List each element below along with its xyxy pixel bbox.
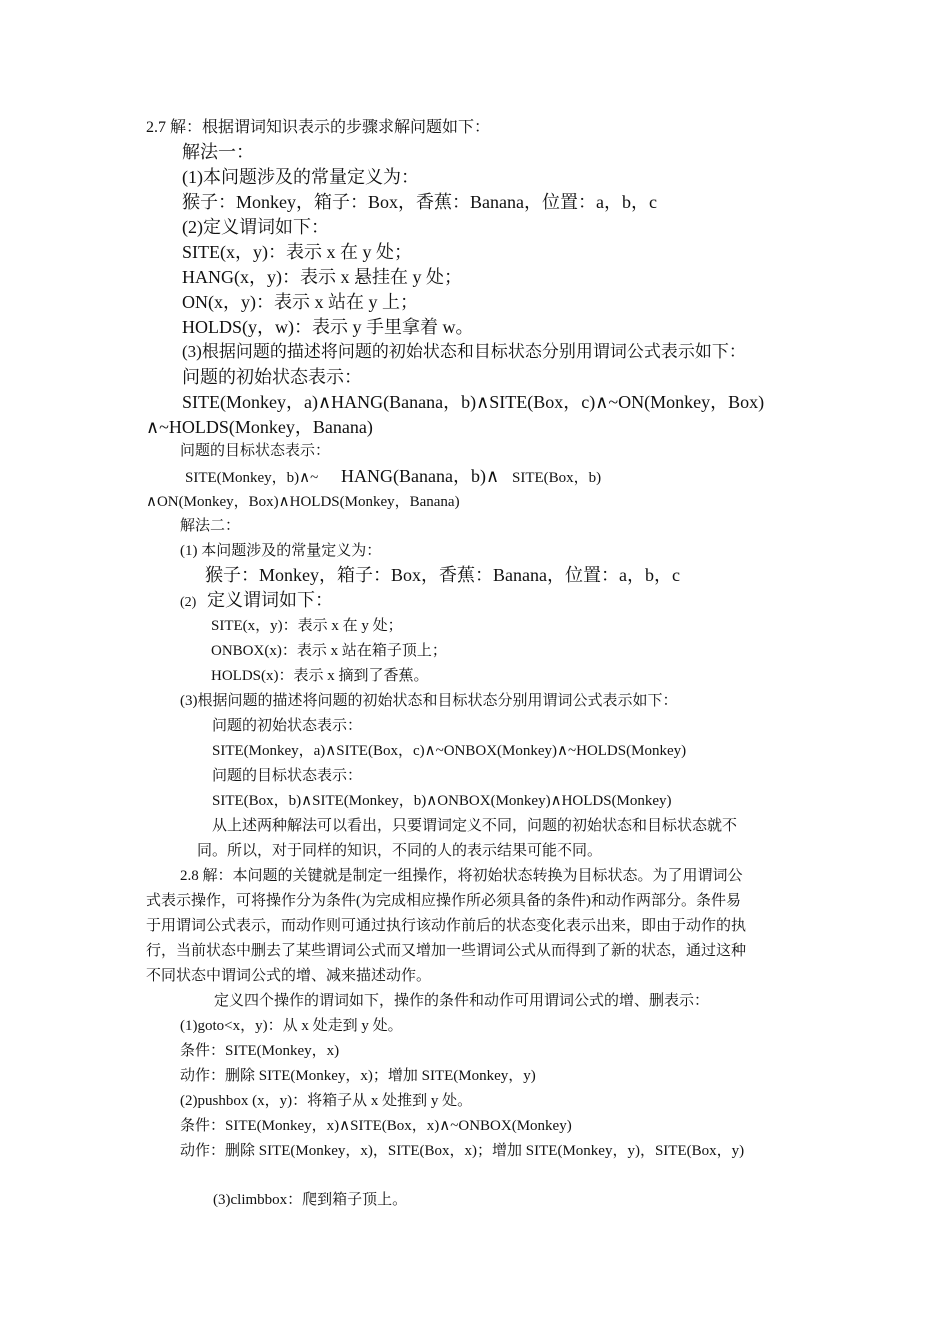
- method-one-heading: 解法一：: [182, 142, 254, 162]
- formula-line: SITE(Monkey，a)∧HANG(Banana，b)∧SITE(Box，c)∧~ON(Monkey，Box): [182, 392, 765, 412]
- text-line: 定义四个操作的谓词如下，操作的条件和动作可用谓词公式的增、删表示：: [214, 993, 710, 1009]
- section-heading-2-7: 2.7 解：根据谓词知识表示的步骤求解问题如下：: [146, 119, 491, 136]
- method-two-heading: 解法二：: [180, 518, 241, 534]
- text-line: 于用谓词公式表示，而动作则可通过执行该动作前后的状态变化表示出来，即由于动作的执: [146, 918, 747, 934]
- text-line: (1)goto<x，y)：从 x 处走到 y 处。: [180, 1018, 403, 1034]
- text-line: SITE(x，y)：表示 x 在 y 处；: [182, 242, 412, 262]
- text-line: 问题的目标状态表示：: [180, 443, 331, 459]
- text-line: 定义谓词如下：: [207, 590, 333, 610]
- text-line: HOLDS(x)：表示 x 摘到了香蕉。: [211, 668, 429, 684]
- text-line: 不同状态中谓词公式的增、减来描述动作。: [146, 968, 432, 984]
- text-line: 问题的初始状态表示：: [212, 718, 363, 734]
- text-line: 动作：删除 SITE(Monkey，x)，SITE(Box，x)；增加 SITE(Monkey，y)，SITE(Box，y): [180, 1143, 745, 1159]
- formula-line: ∧ON(Monkey，Box)∧HOLDS(Monkey，Banana): [146, 494, 460, 510]
- text-line: 从上述两种解法可以看出，只要谓词定义不同，问题的初始状态和目标状态就不: [212, 818, 738, 834]
- text-line: HOLDS(y，w)：表示 y 手里拿着 w。: [182, 317, 474, 337]
- text-line: (3)climbbox：爬到箱子顶上。: [213, 1192, 408, 1208]
- text-line: 同。所以，对于同样的知识，不同的人的表示结果可能不同。: [197, 843, 603, 859]
- text-line: 问题的初始状态表示：: [182, 367, 362, 387]
- formula-line: HANG(Banana，b)∧: [341, 466, 500, 486]
- text-line: (3)根据问题的描述将问题的初始状态和目标状态分别用谓词公式表示如下：: [180, 693, 678, 709]
- text-line: (1) 本问题涉及的常量定义为：: [180, 543, 382, 559]
- text-line: 条件：SITE(Monkey，x)∧SITE(Box，x)∧~ONBOX(Monkey): [180, 1118, 572, 1134]
- formula-line: SITE(Monkey，a)∧SITE(Box，c)∧~ONBOX(Monkey)∧~HOLDS(Monkey): [212, 743, 687, 759]
- text-line: 问题的目标状态表示：: [212, 768, 363, 784]
- section-heading-2-8: 2.8 解：本问题的关键就是制定一组操作，将初始状态转换为目标状态。为了用谓词公: [180, 868, 743, 884]
- text-line: 猴子：Monkey，箱子：Box，香蕉：Banana，位置：a，b，c: [205, 565, 680, 585]
- text-line: ONBOX(x)：表示 x 站在箱子顶上；: [211, 643, 447, 659]
- text-line: 动作：删除 SITE(Monkey，x)；增加 SITE(Monkey，y): [180, 1068, 536, 1084]
- text-line: 式表示操作，可将操作分为条件(为完成相应操作所必须具备的条件)和动作两部分。条件易: [146, 893, 741, 909]
- text-line: (2)定义谓词如下：: [182, 217, 329, 237]
- text-line: (3)根据问题的描述将问题的初始状态和目标状态分别用谓词公式表示如下：: [182, 342, 746, 361]
- text-line: SITE(x，y)：表示 x 在 y 处；: [211, 618, 403, 634]
- text-line: ON(x，y)：表示 x 站在 y 上；: [182, 292, 418, 312]
- list-number: (2): [180, 595, 197, 610]
- formula-line: SITE(Box，b): [512, 470, 602, 486]
- text-line: 条件：SITE(Monkey，x): [180, 1043, 340, 1059]
- text-line: 行，当前状态中删去了某些谓词公式而又增加一些谓词公式从而得到了新的状态，通过这种: [146, 943, 747, 959]
- text-line: 猴子：Monkey，箱子：Box，香蕉：Banana，位置：a，b，c: [182, 192, 657, 212]
- formula-line: ∧~HOLDS(Monkey，Banana): [146, 417, 373, 437]
- text-line: (2)pushbox (x，y)：将箱子从 x 处推到 y 处。: [180, 1093, 473, 1109]
- text-line: (1)本问题涉及的常量定义为：: [182, 167, 419, 187]
- text-line: HANG(x，y)：表示 x 悬挂在 y 处；: [182, 267, 462, 287]
- formula-line: SITE(Monkey，b)∧~: [185, 470, 319, 486]
- formula-line: SITE(Box，b)∧SITE(Monkey，b)∧ONBOX(Monkey)∧HOLDS(Monkey): [212, 793, 672, 809]
